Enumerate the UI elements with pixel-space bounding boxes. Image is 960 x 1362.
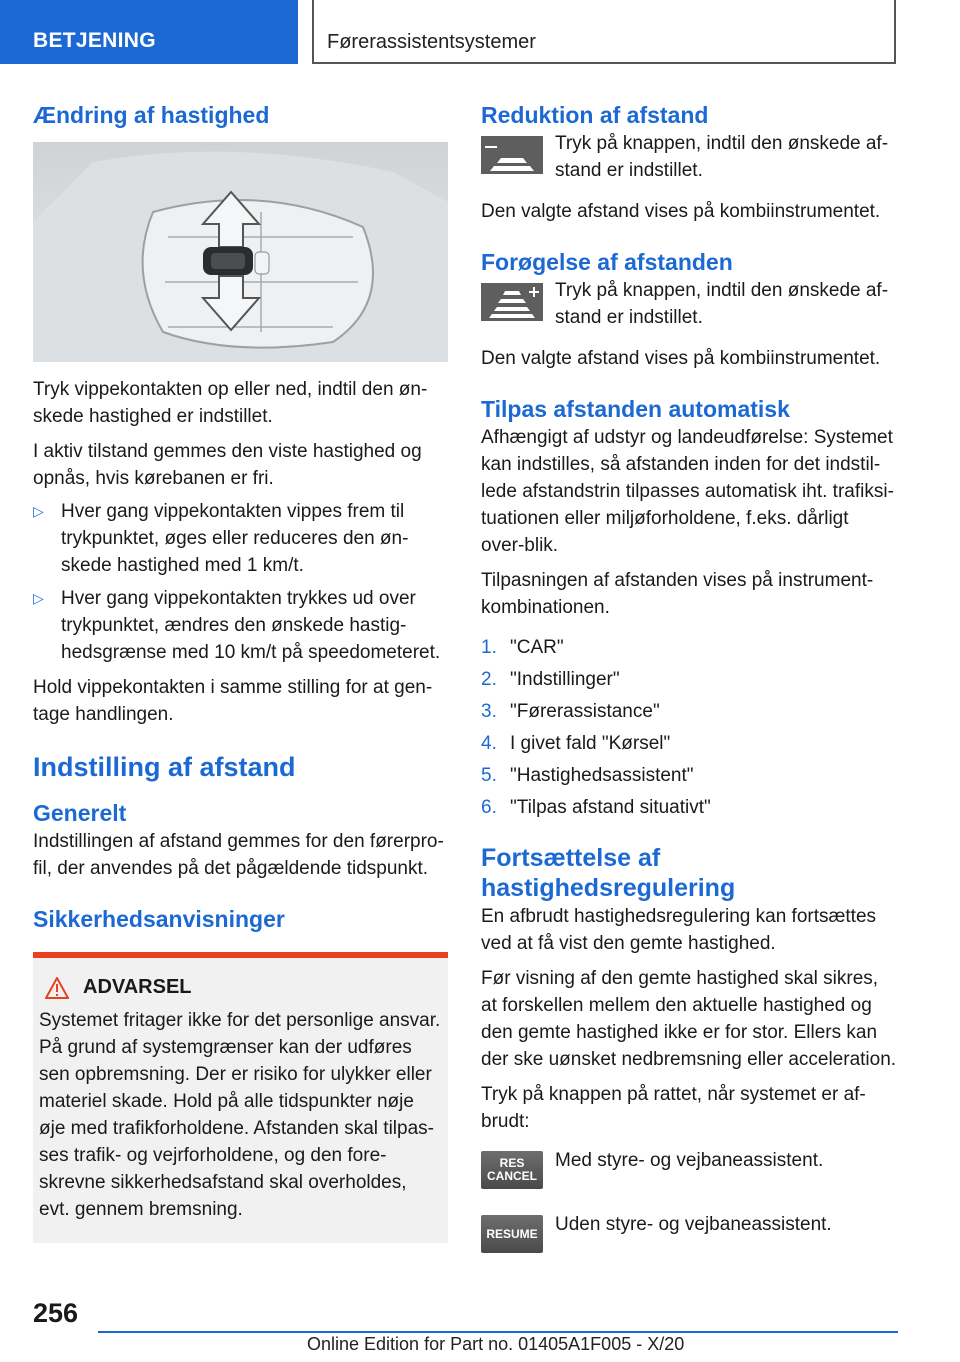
resume-text: Uden styre- og vejbaneassistent. [555,1214,832,1235]
resume-text-1: En afbrudt hastighedsregulering kan fortsættes ved at få vist den gemte hastighed. [481,906,877,954]
heading-general: Generelt [33,800,127,826]
warning-box [33,952,448,1243]
list-item: 2. "Indstillinger" [481,669,620,690]
distance-plus-button-icon [481,283,543,321]
steering-wheel-rocker-switch-image [33,142,448,362]
reduce-text: Tryk på knappen, indtil den ønskede af-stand er indstillet. [555,133,889,181]
menu-steps-list [481,634,897,821]
left-column [33,100,448,1243]
right-column [481,100,897,1253]
triangle-bullet-icon: ▷ [33,503,44,519]
heading-increase-distance: Forøgelse af afstanden [481,249,733,275]
reduce-row [481,130,897,184]
page-header [0,0,960,66]
footer-divider [98,1331,898,1333]
list-item: 1. "CAR" [481,637,564,658]
resume-row [481,1211,897,1253]
heading-reduce-distance: Reduktion af afstand [481,102,709,128]
increase-text: Tryk på knappen, indtil den ønskede af-stand er indstillet. [555,280,889,328]
res-cancel-row [481,1147,897,1189]
res-cancel-text: Med styre- og vejbaneassistent. [555,1150,824,1171]
resume-text-3: Tryk på knappen på rattet, når systemet er af-brudt: [481,1084,866,1132]
page-number: 256 [33,1298,79,1328]
res-cancel-button-icon: RES CANCEL [481,1151,543,1189]
resume-button-icon: RESUME [481,1215,543,1253]
text-speed-3: Hold vippekontakten i samme stilling for at gen-tage handlingen. [33,677,433,725]
list-item: 4. I givet fald "Kørsel" [481,733,671,754]
increase-row [481,277,897,331]
heading-safety: Sikkerhedsanvisninger [33,906,285,932]
warning-title: ADVARSEL [45,976,442,999]
list-item: ▷ Hver gang vippekontakten trykkes ud over trykpunktet, ændres den ønskede hastig-hedsgrænse med 10 km/t på speedometeret. [33,585,448,666]
auto-text-2: Tilpasningen af afstanden vises på instrument-kombinationen. [481,570,874,618]
triangle-bullet-icon: ▷ [33,590,44,606]
list-item: 3. "Førerassistance" [481,701,660,722]
heading-distance-setting: Indstilling af afstand [33,752,296,782]
list-item: 5. "Hastighedsassistent" [481,765,694,786]
distance-minus-button-icon [481,136,543,174]
auto-text-1: Afhængigt af udstyr og landeudførelse: Systemet kan indstilles, så afstanden inden for det indstil-lede afstandstrin tilpasses automatisk iht. trafiksi-tuationen eller miljøforholdene, f.eks. dårligt over-blik. [481,427,894,556]
heading-auto-distance: Tilpas afstanden automatisk [481,396,790,422]
text-general: Indstillingen af afstand gemmes for den førerpro-fil, der anvendes på det pågældende tidspunkt. [33,831,444,879]
text-speed-2: I aktiv tilstand gemmes den viste hastighed og opnås, hvis kørebanen er fri. [33,441,422,489]
list-item: 6. "Tilpas afstand situativt" [481,797,711,818]
increase-note: Den valgte afstand vises på kombiinstrumentet. [481,348,881,369]
speed-bullet-list [33,498,448,666]
section-tab: BETJENING [0,0,298,64]
reduce-note: Den valgte afstand vises på kombiinstrumentet. [481,201,881,222]
chapter-title: Førerassistentsystemer [312,0,896,64]
text-speed-1: Tryk vippekontakten op eller ned, indtil den øn-skede hastighed er indstillet. [33,379,428,427]
heading-resume-cruise: Fortsættelse af hastighedsregulering [481,844,736,902]
footer-edition: Online Edition for Part no. 01405A1F005 - X/20 [307,1334,685,1354]
warning-triangle-icon [45,977,69,999]
list-item: ▷ Hver gang vippekontakten vippes frem til trykpunktet, øges eller reduceres den øn-skede hastighed med 1 km/t. [33,498,448,579]
resume-text-2: Før visning af den gemte hastighed skal sikres, at forskellen mellem den aktuelle hastighed og den gemte hastighed ikke er for stor. Ellers kan der ske uønsket nedbremsning eller acceleration. [481,968,897,1070]
heading-speed-change: Ændring af hastighed [33,102,270,128]
warning-text: Systemet fritager ikke for det personlige ansvar. På grund af systemgrænser kan der udføres sen opbremsning. Der er risiko for ulykker eller materiel skade. Hold på alle tidspunkter nøje øje med trafikforholdene. Afstanden skal tilpas-ses trafik- og vejrforholdene, og den fore-skrevne sikkerhedsafstand skal overholdes, evt. gennem bremsning. [39,1010,441,1220]
